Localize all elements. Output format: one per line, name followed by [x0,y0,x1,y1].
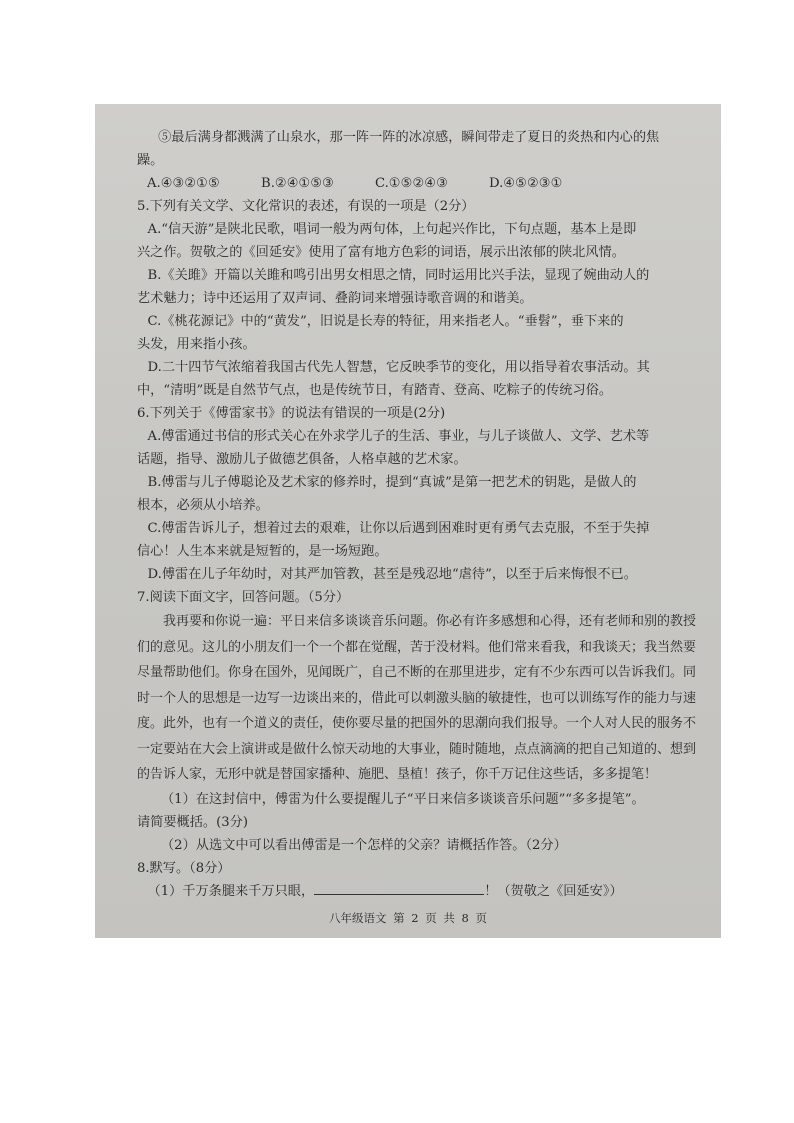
q4-item5-line1: ⑤最后满身都溅满了山泉水，那一阵一阵的冰凉感，瞬间带走了夏日的炎热和内心的焦 [158,130,660,145]
q5-option-b-2: 艺术魅力；诗中还运用了双声词、叠韵词来增强诗歌音调的和谐美。 [137,291,533,306]
q5-option-a-2: 兴之作。贺敬之的《回延安》使用了富有地方色彩的词语，展示出浓郁的陕北风情。 [137,245,625,260]
q8-answer-blank[interactable] [314,880,484,895]
q4-option-a: A.④③②①⑤ [147,176,220,191]
exam-content [137,126,703,903]
q8-line1-prefix: （1）千万条腿来千万只眼， [147,883,315,899]
q6-option-a-2: 话题，指导、激励儿子做德艺俱备，人格卓越的艺术家。 [137,452,467,467]
q6-option-d-1: D.傅雷在儿子年幼时，对其严加管教，甚至是残忍地“虐待”，以至于后来悔恨不已。 [147,567,637,582]
q4-option-c: C.①⑤②④③ [375,176,448,191]
q5-option-d-1: D.二十四节气浓缩着我国古代先人智慧，它反映季节的变化，用以指导着农事活动。其 [147,360,650,375]
q4-options [137,172,703,195]
q5-option-d-2: 中，“清明”既是自然节气点，也是传统节日，有踏青、登高、吃粽子的传统习俗。 [137,383,613,398]
q6-option-a-1: A.傅雷通过书信的形式关心在外求学儿子的生活、事业，与儿子谈做人、文学、艺术等 [147,429,650,444]
q6-option-b-1: B.傅雷与儿子傅聪论及艺术家的修养时，提到“真诚”是第一把艺术的钥匙，是做人的 [147,475,637,490]
q7-sub2: （2）从选文中可以看出傅雷是一个怎样的父亲？请概括作答。（2分） [161,837,567,853]
q7-passage: 我再要和你说一遍：平日来信多谈谈音乐问题。你必有许多感想和心得，还有老师和别的教授们的意见。这儿的小朋友们一个一个都在觉醒，苦于没材料。他们常来看我，和我谈天；我当然要尽量帮助他们。你身在国外，见闻既广，自己不断的在那里进步，定有不少东西可以告诉我们。同时一个人的思想是一边写一边谈出来的，借此可以刺激头脑的敏捷性，也可以训练写作的能力与速度。此外，也有一个道义的责任，使你要尽量的把国外的思潮向我们报导。一个人对人民的服务不一定要站在大会上演讲或是做什么惊天动地的大事业，随时随地，点点滴滴的把自己知道的、想到的告诉人家，无形中就是替国家播种、施肥、垦植！孩子，你千万记住这些话，多多提笔！ [137,614,697,782]
page-footer: 八年级语文 第 2 页 共 8 页 [328,911,488,925]
q4-option-b: B.②④①⑤③ [261,176,334,191]
q4-item5-line2: 躁。 [137,153,164,168]
q5-option-a-1: A.“信天游”是陕北民歌，唱词一般为两句体，上句起兴作比，下句点题，基本上是即 [147,222,637,237]
q5-option-c-2: 头发，用来指小孩。 [137,337,256,352]
q7-sub1-line1: （1）在这封信中，傅雷为什么要提醒儿子“平日来信多谈谈音乐问题”“多多提笔”。 [161,791,645,807]
q5-stem: 5.下列有关文学、文化常识的表述，有误的一项是（2分） [137,199,475,214]
q5-option-b-1: B.《关雎》开篇以关雎和鸣引出男女相思之情，同时运用比兴手法，显现了婉曲动人的 [147,268,650,283]
scanned-exam-page [95,104,721,938]
q7-sub1-line2: 请简要概括。(3分) [137,814,248,830]
q7-stem: 7.阅读下面文字，回答问题。（5分） [137,590,350,605]
q5-option-c-1: C.《桃花源记》中的“黄发”，旧说是长寿的特征，用来指老人。“垂髫”，垂下来的 [147,314,624,329]
q4-option-d: D.④⑤②③① [489,176,563,191]
q7-passage-block [137,609,703,788]
q8-line1 [137,880,703,903]
q6-option-c-1: C.傅雷告诉儿子，想着过去的艰难，让你以后遇到困难时更有勇气去克服，不至于失掉 [147,521,650,536]
q8-line1-suffix: ！（贺敬之《回延安》） [484,883,623,899]
q6-option-c-2: 信心！人生本来就是短暂的，是一场短跑。 [137,544,388,559]
q8-stem: 8.默写。（8分） [137,860,231,876]
q6-option-b-2: 根本，必须从小培养。 [137,498,269,513]
q6-stem: 6.下列关于《傅雷家书》的说法有错误的一项是(2分) [137,406,446,421]
